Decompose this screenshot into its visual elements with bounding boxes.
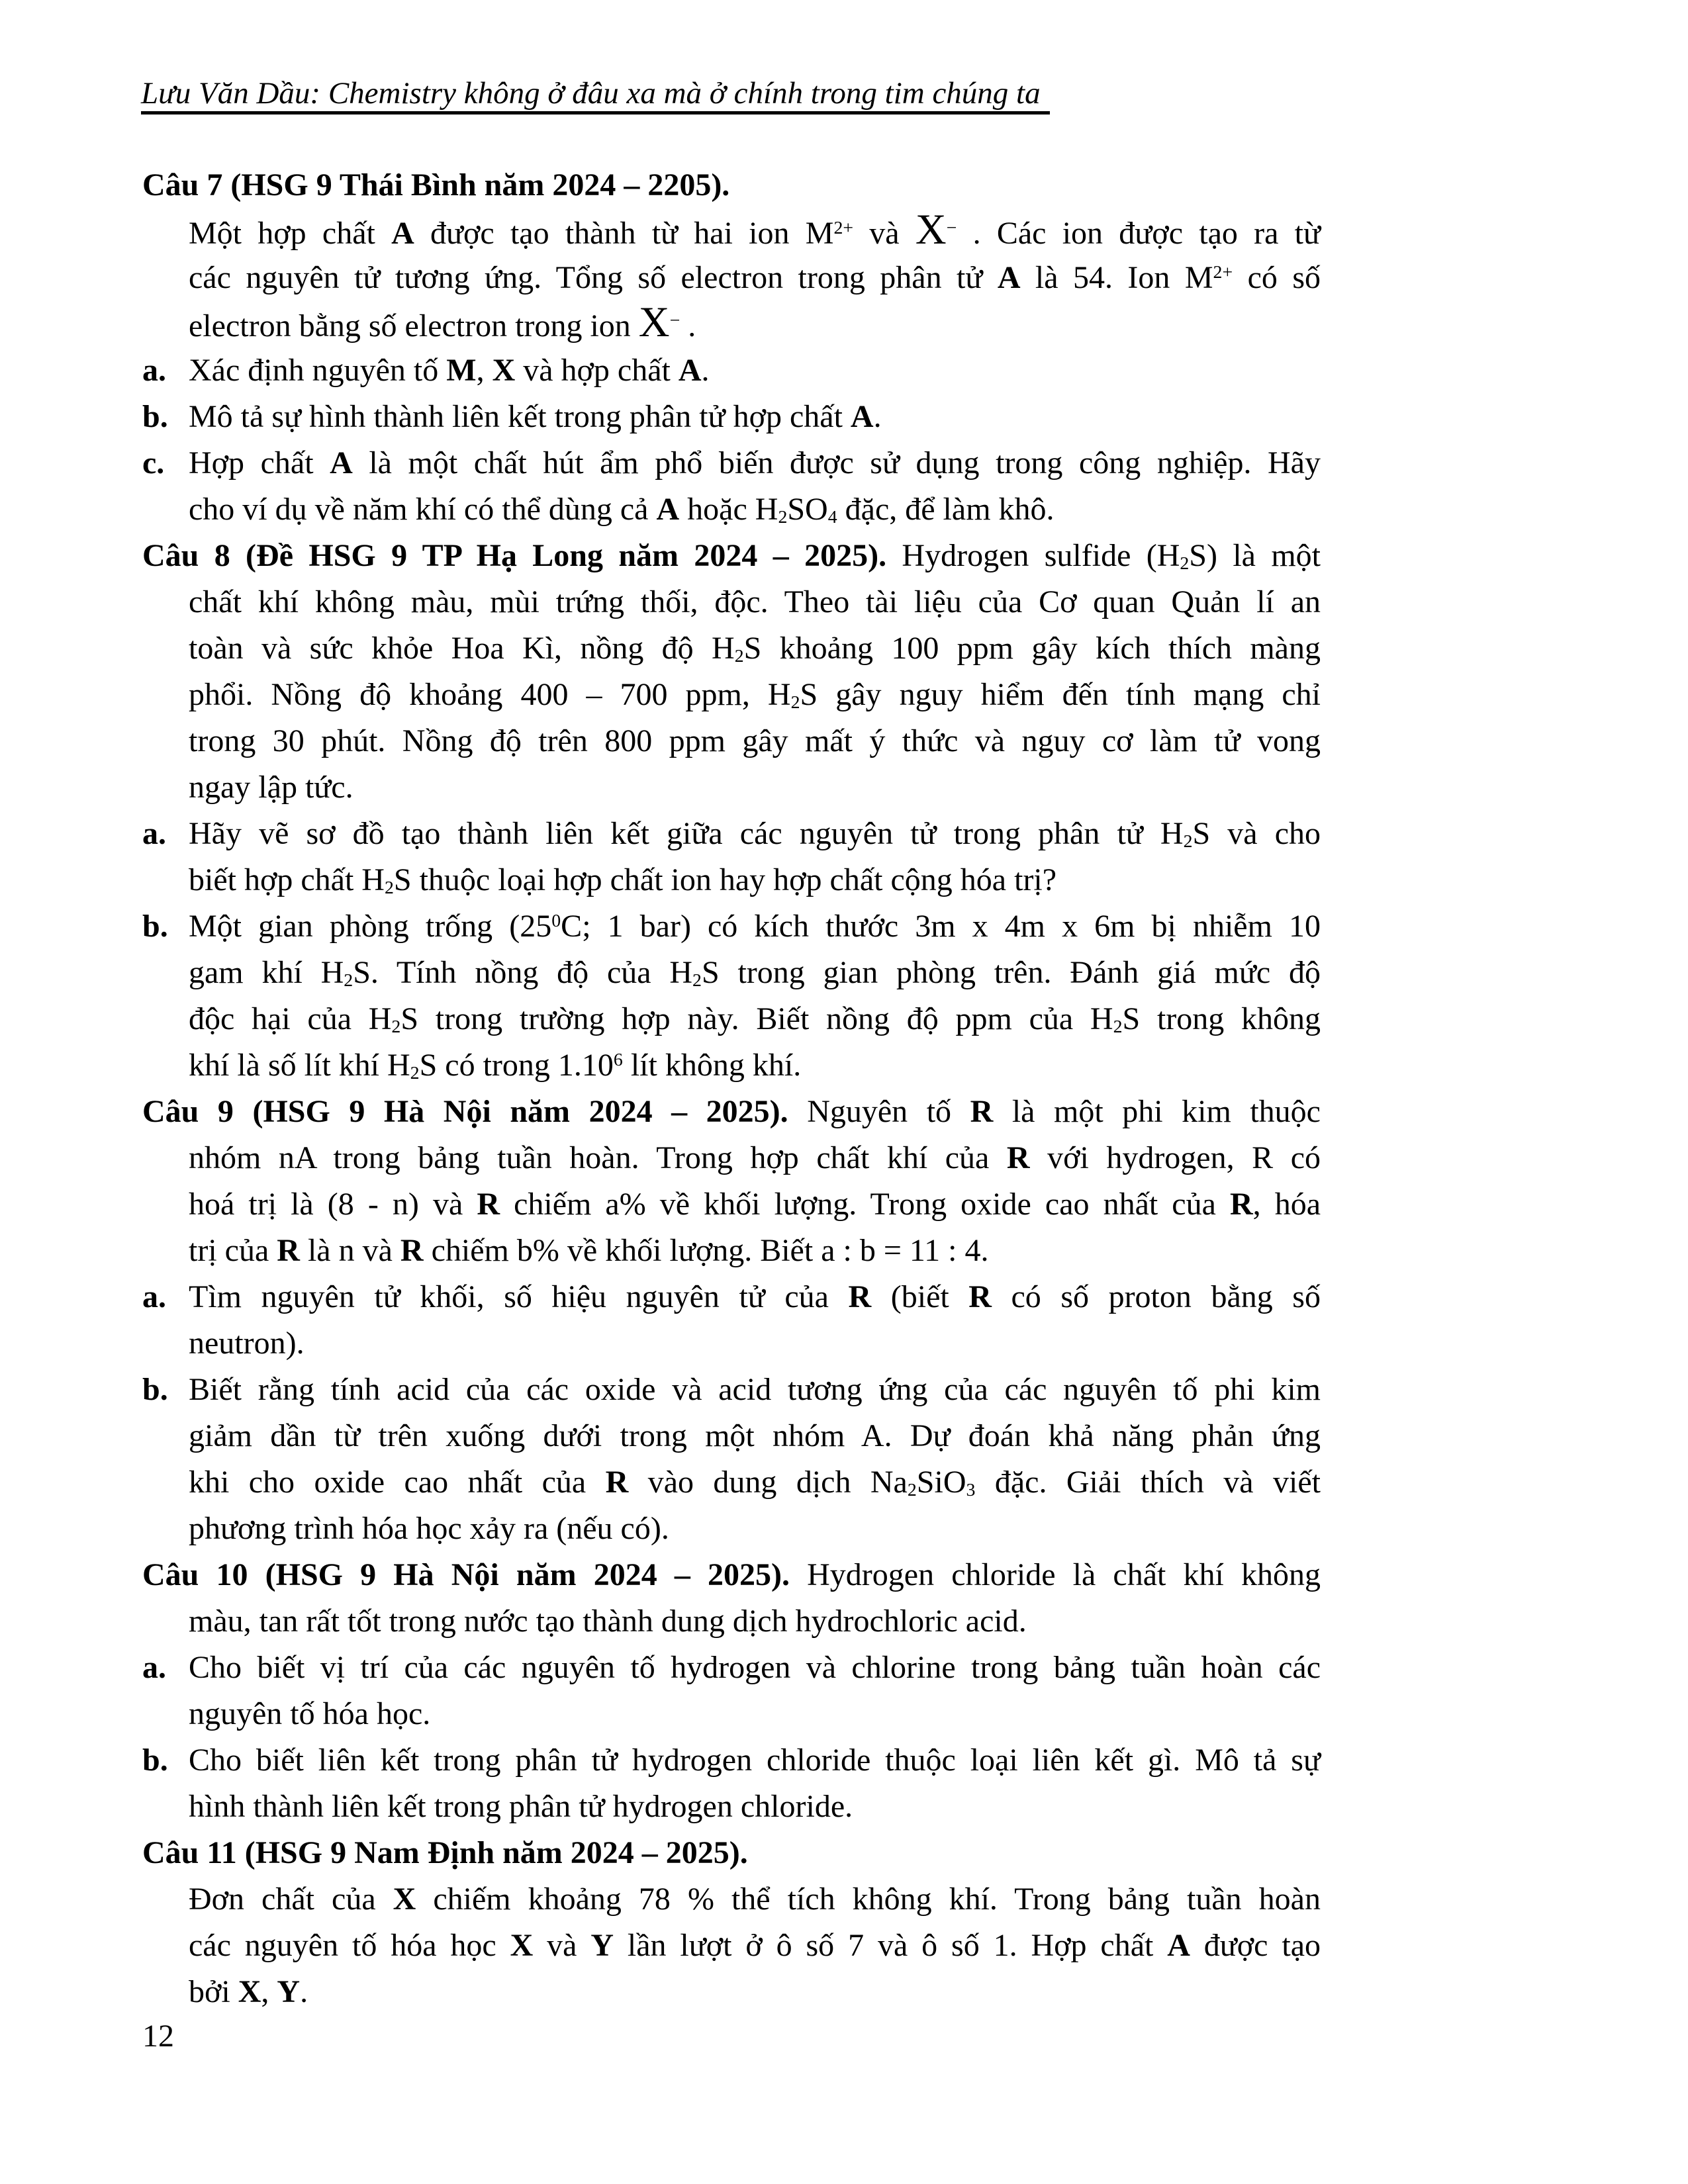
text-line: khi cho oxide cao nhất của R vào dung dịch $Na_2SiO_3$ đặc. Giải thích và viết — [189, 1465, 1321, 1500]
item-label: a. — [142, 1279, 166, 1314]
text-line: trong 30 phút. Nồng độ trên 800 ppm gây mất ý thức và nguy cơ làm tử vong — [189, 723, 1321, 758]
text-line: toàn và sức khỏe Hoa Kì, nồng độ $H_2S$ khoảng 100 ppm gây kích thích màng — [189, 631, 1321, 666]
text-line: c. Hợp chất A là một chất hút ẩm phổ biến được sử dụng trong công nghiệp. Hãy — [142, 440, 1321, 486]
text-line: chất khí không màu, mùi trứng thối, độc. Theo tài liệu của Cơ quan Quản lí an — [189, 584, 1321, 619]
text-line: b. Một gian phòng trống ($25^0C$; 1 bar) có kích thước 3m x 4m x 6m bị nhiễm 10 — [142, 903, 1321, 950]
text-line: Câu 7 (HSG 9 Thái Bình năm 2024 – 2205). — [142, 167, 730, 203]
text-line: cho ví dụ về năm khí có thể dùng cả A hoặc $H_2SO_4$ đặc, để làm khô. — [189, 492, 1055, 527]
page-number: 12 — [142, 2019, 174, 2054]
text-line: a. Tìm nguyên tử khối, số hiệu nguyên tử của R (biết R có số proton bằng số — [142, 1274, 1321, 1320]
text-line: electron bằng số electron trong ion X− . — [189, 298, 696, 346]
item-label: a. — [142, 1650, 166, 1685]
text-line: Câu 8 (Đề HSG 9 TP Hạ Long năm 2024 – 2025). Hydrogen sulfide $(H_2S)$ là một — [142, 538, 1321, 574]
text-line: Câu 9 (HSG 9 Hà Nội năm 2024 – 2025). Nguyên tố R là một phi kim thuộc — [142, 1094, 1321, 1129]
text-line: biết hợp chất $H_2S$ thuộc loại hợp chất ion hay hợp chất cộng hóa trị? — [189, 862, 1057, 898]
item-label: a. — [142, 816, 166, 851]
text-line: các nguyên tố hóa học X và Y lần lượt ở ô số 7 và ô số 1. Hợp chất A được tạo — [189, 1928, 1321, 1963]
item-label: b. — [142, 1743, 168, 1778]
text-line: gam khí $H_2S$. Tính nồng độ của $H_2S$ trong gian phòng trên. Đánh giá mức độ — [189, 955, 1321, 991]
text-line: a. Xác định nguyên tố M, X và hợp chất A. — [142, 347, 1321, 394]
text-line: màu, tan rất tốt trong nước tạo thành dung dịch hydrochloric acid. — [189, 1604, 1027, 1639]
text-line: bởi X, Y. — [189, 1974, 308, 2009]
text-line: b. Cho biết liên kết trong phân tử hydrogen chloride thuộc loại liên kết gì. Mô tả sự — [142, 1737, 1321, 1784]
text-line: các nguyên tử tương ứng. Tổng số electron trong phân tử A là 54. Ion $M^{2+}$ có số — [189, 260, 1321, 295]
text-line: nguyên tố hóa học. — [189, 1696, 431, 1731]
text-line: Đơn chất của X chiếm khoảng 78 % thể tích không khí. Trong bảng tuần hoàn — [189, 1882, 1321, 1917]
text-line: giảm dần từ trên xuống dưới trong một nhóm A. Dự đoán khả năng phản ứng — [189, 1418, 1321, 1453]
text-line: nhóm nA trong bảng tuần hoàn. Trong hợp chất khí của R với hydrogen, R có — [189, 1140, 1321, 1175]
ion-symbol: X — [915, 206, 947, 253]
text-line: Câu 10 (HSG 9 Hà Nội năm 2024 – 2025). Hydrogen chloride là chất khí không — [142, 1557, 1321, 1592]
text-line: khí là số lít khí $H_2S$ có trong 1.10$^6$ lít không khí. — [189, 1048, 802, 1083]
text-line: Một hợp chất A được tạo thành từ hai ion $M^{2+}$ và X− . Các ion được tạo ra từ — [189, 206, 1321, 253]
text-line: phổi. Nồng độ khoảng 400 – 700 ppm, $H_2S$ gây nguy hiểm đến tính mạng chỉ — [189, 677, 1321, 713]
text-line: b. Mô tả sự hình thành liên kết trong phân tử hợp chất A. — [142, 394, 1321, 440]
ion-symbol: X — [638, 298, 670, 346]
item-label: b. — [142, 909, 168, 944]
text-line: phương trình hóa học xảy ra (nếu có). — [189, 1511, 669, 1546]
text-line: độc hại của $H_2S$ trong trường hợp này. Biết nồng độ ppm của $H_2S$ trong không — [189, 1001, 1321, 1037]
text-line: hoá trị là (8 - n) và R chiếm a% về khối lượng. Trong oxide cao nhất của R, hóa — [189, 1187, 1321, 1222]
text-column — [142, 162, 1321, 2015]
text-line: hình thành liên kết trong phân tử hydrogen chloride. — [189, 1789, 853, 1824]
item-label: b. — [142, 1372, 168, 1407]
item-label: c. — [142, 445, 165, 480]
page-header — [141, 78, 1050, 114]
header-title: Lưu Văn Dầu: Chemistry không ở đâu xa mà ở chính trong tim chúng ta — [141, 78, 1050, 114]
item-label: a. — [142, 353, 166, 388]
text-line: neutron). — [189, 1326, 305, 1361]
text-line: a. Cho biết vị trí của các nguyên tố hydrogen và chlorine trong bảng tuần hoàn các — [142, 1645, 1321, 1691]
text-line: trị của R là n và R chiếm b% về khối lượng. Biết a : b = 11 : 4. — [189, 1233, 989, 1268]
text-line: a. Hãy vẽ sơ đồ tạo thành liên kết giữa các nguyên tử trong phân tử $H_2S$ và cho — [142, 811, 1321, 857]
item-label: b. — [142, 399, 168, 434]
text-line: b. Biết rằng tính acid của các oxide và acid tương ứng của các nguyên tố phi kim — [142, 1367, 1321, 1413]
text-line: Câu 11 (HSG 9 Nam Định năm 2024 – 2025). — [142, 1835, 748, 1870]
text-line: ngay lập tức. — [189, 770, 353, 805]
